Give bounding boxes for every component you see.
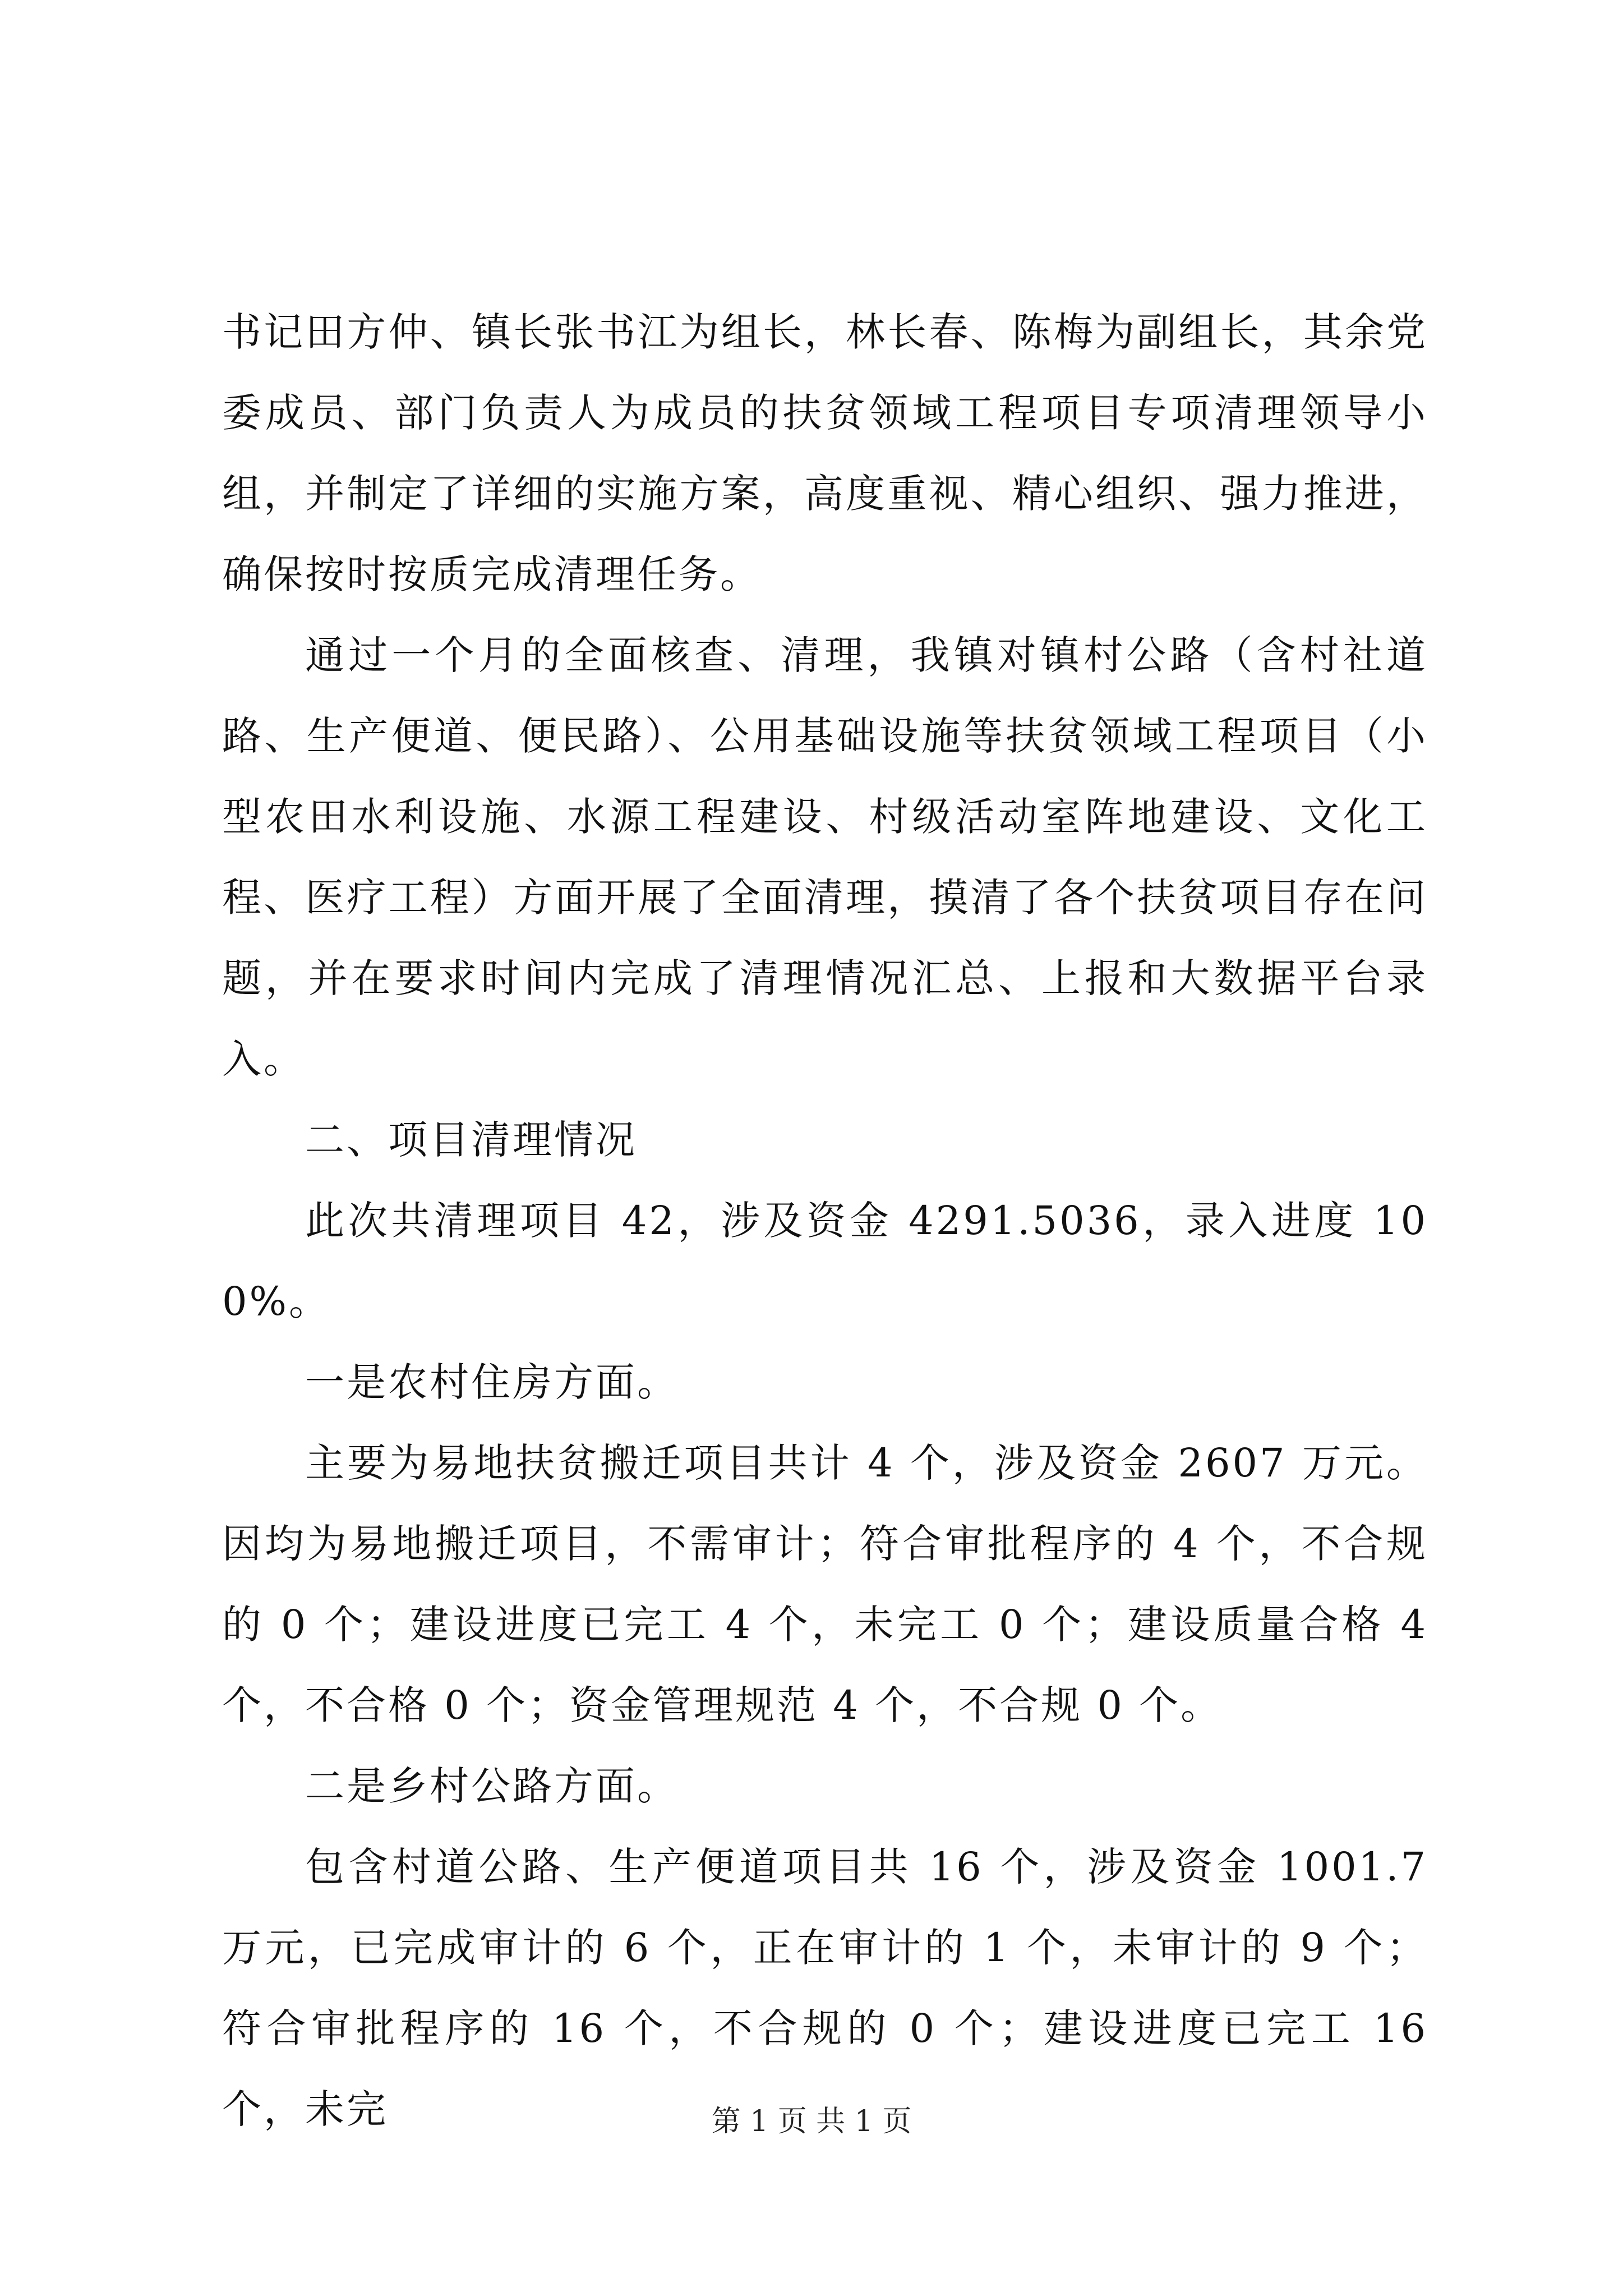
paragraph-inspection-summary: 通过一个月的全面核查、清理，我镇对镇村公路（含村社道路、生产便道、便民路）、公用基础设施等扶贫领域工程项目（小型农田水利设施、水源工程建设、村级活动室阵地建设、文化工程、医疗工程）方面开展了全面清理，摸清了各个扶贫项目存在问题，并在要求时间内完成了清理情况汇总、上报和大数据平台录入。: [222, 632, 1428, 1082]
paragraph-cleanup-totals: 此次共清理项目 42，涉及资金 4291.5036，录入进度 100%。: [222, 1198, 1428, 1324]
page-footer: 第 1 页 共 1 页: [711, 2105, 912, 2138]
section-heading-project-cleanup: 二、项目清理情况: [305, 1117, 637, 1163]
document-body: [222, 292, 1428, 2150]
subheading-rural-housing: 一是农村住房方面。: [305, 1359, 679, 1405]
paragraph-leading-group: 书记田方仲、镇长张书江为组长，林长春、陈梅为副组长，其余党委成员、部门负责人为成员的扶贫领域工程项目专项清理领导小组，并制定了详细的实施方案，高度重视、精心组织、强力推进，确保按时按质完成清理任务。: [222, 309, 1428, 597]
subheading-rural-roads: 二是乡村公路方面。: [305, 1763, 679, 1809]
paragraph-rural-roads-details: 包含村道公路、生产便道项目共 16 个，涉及资金 1001.7 万元，已完成审计的 6 个，正在审计的 1 个，未审计的 9 个；符合审批程序的 16 个，不合规的 0 个；建设进度已完工 16 个，未完: [222, 1844, 1428, 2132]
paragraph-rural-housing-details: 主要为易地扶贫搬迁项目共计 4 个，涉及资金 2607 万元。因均为易地搬迁项目，不需审计；符合审批程序的 4 个，不合规的 0 个；建设进度已完工 4 个，未完工 0 个；建设质量合格 4 个，不合格 0 个；资金管理规范 4 个，不合规 0 个。: [222, 1440, 1428, 1728]
